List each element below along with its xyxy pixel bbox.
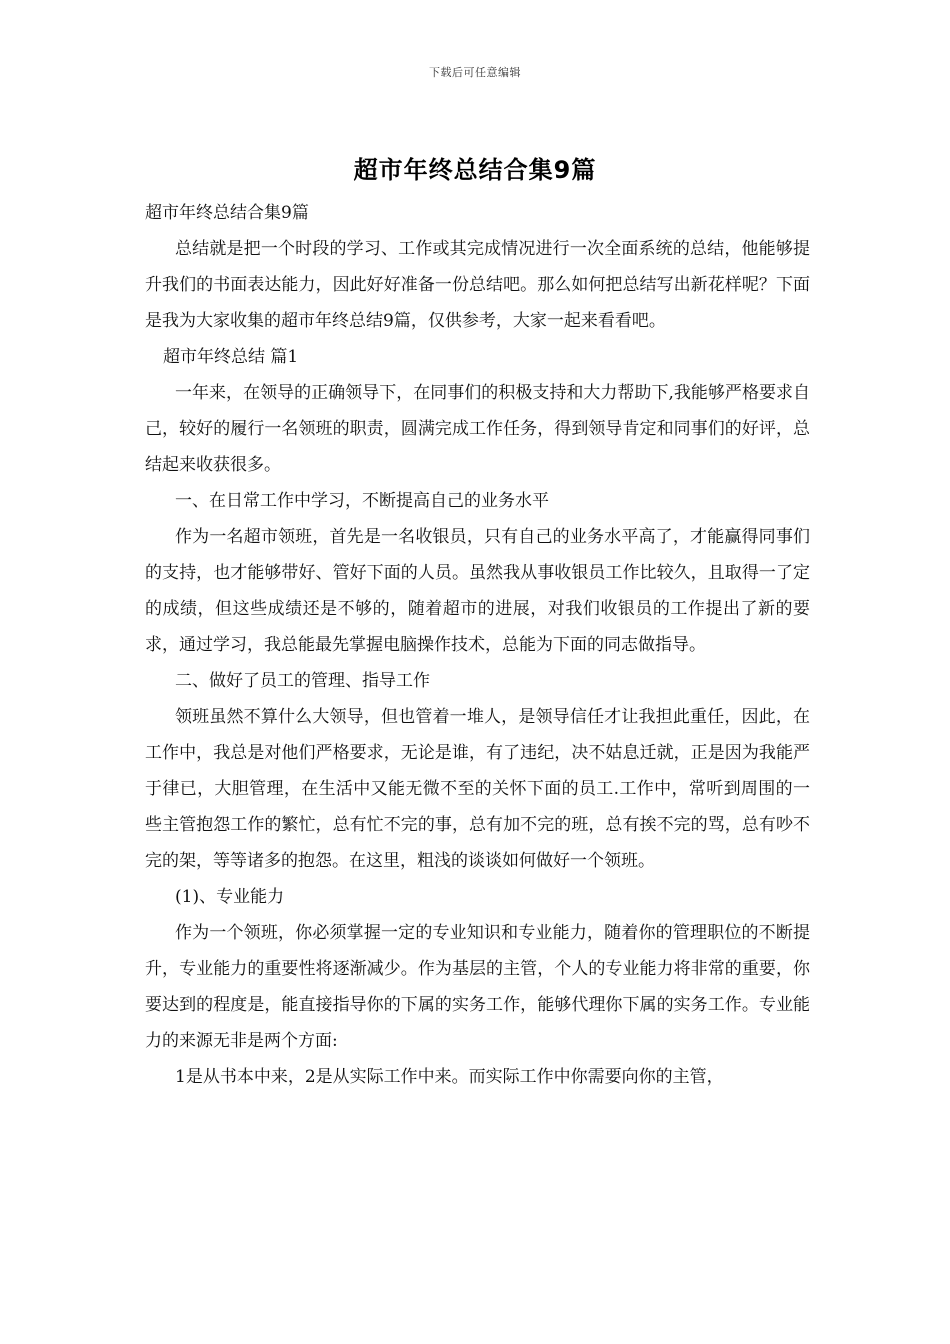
body-paragraph: 作为一名超市领班，首先是一名收银员，只有自己的业务水平高了，才能赢得同事们的支持，也才能够带好、管好下面的人员。虽然我从事收银员工作比较久，且取得一了定的成绩，但这些成绩还是不够的，随着超市的进展，对我们收银员的工作提出了新的要求，通过学习，我总能最先掌握电脑操作技术，总能为下面的同志做指导。 xyxy=(145,527,810,655)
body-paragraph: 1是从书本中来，2是从实际工作中来。而实际工作中你需要向你的主管， xyxy=(175,1067,724,1087)
body-paragraph: 作为一个领班，你必须掌握一定的专业知识和专业能力，随着你的管理职位的不断提升，专业能力的重要性将逐渐减少。作为基层的主管，个人的专业能力将非常的重要，你要达到的程度是，能直接指导你的下属的实务工作，能够代理你下属的实务工作。专业能力的来源无非是两个方面: xyxy=(145,923,810,1051)
article-heading: 超市年终总结 篇1 xyxy=(163,347,299,367)
body-paragraph: 领班虽然不算什么大领导，但也管着一堆人，是领导信任才让我担此重任，因此，在工作中，我总是对他们严格要求，无论是谁，有了违纪，决不姑息迁就，正是因为我能严于律已，大胆管理，在生活中又能无微不至的关怀下面的员工.工作中，常听到周围的一些主管抱怨工作的繁忙，总有忙不完的事，总有加不完的班，总有挨不完的骂，总有吵不完的架，等等诸多的抱怨。在这里，粗浅的谈谈如何做好一个领班。 xyxy=(145,707,810,871)
document-body xyxy=(145,195,810,1095)
intro-paragraph: 总结就是把一个时段的学习、工作或其完成情况进行一次全面系统的总结，他能够提升我们的书面表达能力，因此好好准备一份总结吧。那么如何把总结写出新花样呢？下面是我为大家收集的超市年终总结9篇，仅供参考，大家一起来看看吧。 xyxy=(145,239,810,331)
document-title: 超市年终总结合集9篇 xyxy=(353,156,597,184)
document-subtitle: 超市年终总结合集9篇 xyxy=(145,203,309,223)
section-heading-1: 一、在日常工作中学习，不断提高自己的业务水平 xyxy=(175,491,549,511)
download-note: 下载后可任意编辑 xyxy=(429,66,521,79)
section-heading-2: 二、做好了员工的管理、指导工作 xyxy=(175,671,430,691)
body-paragraph: 一年来，在领导的正确领导下，在同事们的积极支持和大力帮助下,我能够严格要求自己，较好的履行一名领班的职责，圆满完成工作任务，得到领导肯定和同事们的好评，总结起来收获很多。 xyxy=(145,383,810,475)
subsection-heading: (1)、专业能力 xyxy=(175,887,285,907)
